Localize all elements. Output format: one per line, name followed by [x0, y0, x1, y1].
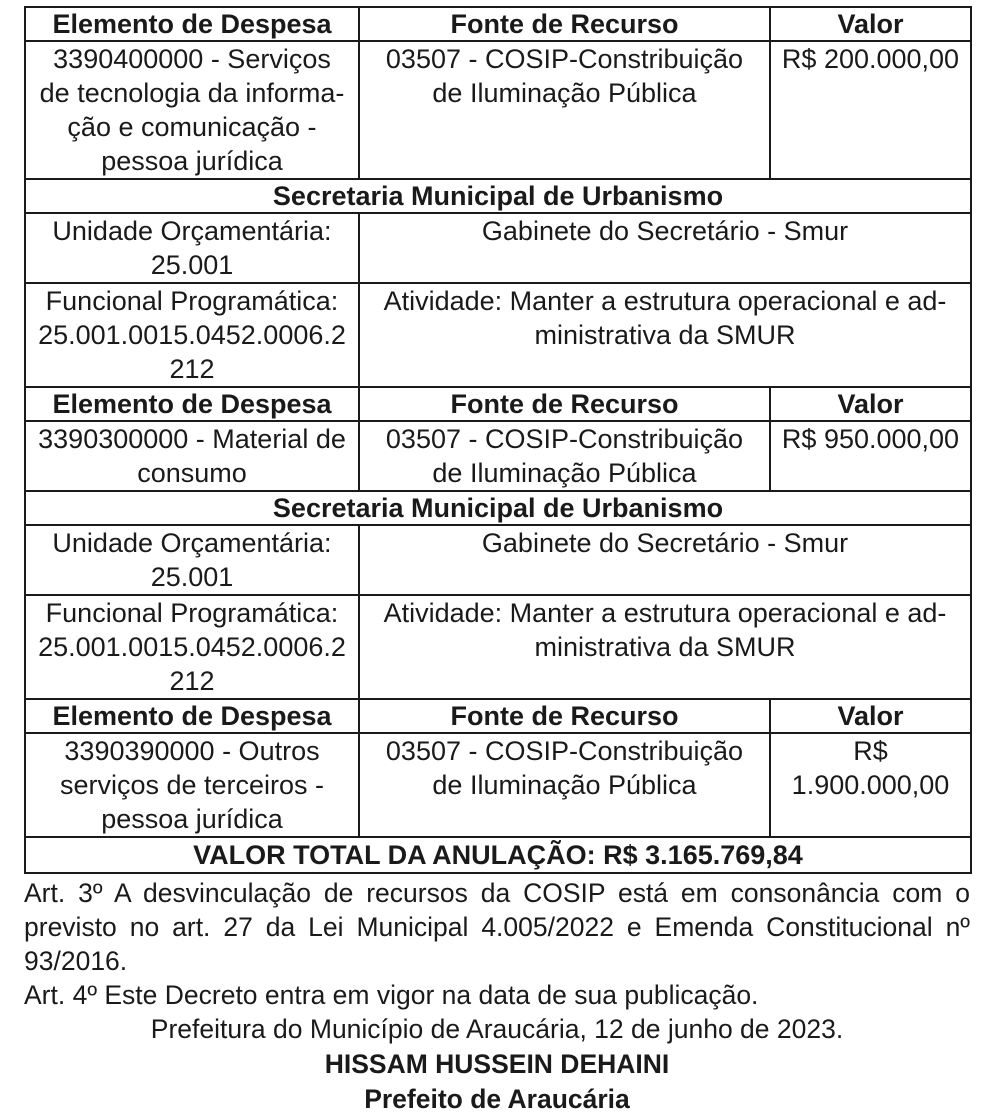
- cell-line: de Iluminação Pública: [432, 78, 697, 108]
- cell-line: ministrativa da SMUR: [534, 320, 796, 350]
- header-fonte: Fonte de Recurso: [359, 7, 770, 41]
- section-title-row: [25, 179, 971, 213]
- header-fonte: Fonte de Recurso: [359, 387, 770, 421]
- cell-line: 3390300000 - Material de: [38, 424, 346, 454]
- cell-line: 03507 - COSIP-Constribuição: [385, 424, 744, 454]
- fonte-cell: [359, 733, 770, 837]
- table-row: [25, 421, 971, 491]
- header-elemento: Elemento de Despesa: [25, 7, 359, 41]
- section-title: Secretaria Municipal de Urbanismo: [25, 491, 971, 525]
- header-elemento: Elemento de Despesa: [25, 387, 359, 421]
- unidade-label-cell: [25, 525, 359, 595]
- cell-line: serviços de terceiros -: [59, 770, 325, 800]
- cell-line: ção e comunicação -: [67, 112, 317, 142]
- funcional-row: [25, 283, 971, 387]
- cell-line: ministrativa da SMUR: [534, 632, 796, 662]
- signer-name: HISSAM HUSSEIN DEHAINI: [324, 1049, 670, 1079]
- cell-line: Funcional Programática:: [45, 286, 339, 316]
- cell-line: 25.001.0015.0452.0006.2: [38, 320, 346, 350]
- cell-line: 25.001: [150, 562, 234, 592]
- place-date: Prefeitura do Município de Araucária, 12 de junho de 2023.: [150, 1014, 844, 1044]
- header-valor: Valor: [770, 387, 971, 421]
- signer-title: Prefeito de Araucária: [364, 1084, 630, 1114]
- cell-line: de tecnologia da informa-: [39, 78, 345, 108]
- table-row: [25, 41, 971, 179]
- cell-line: 212: [169, 354, 215, 384]
- cell-line: 3390390000 - Outros: [64, 736, 320, 766]
- header-elemento: Elemento de Despesa: [25, 699, 359, 733]
- cell-line: Funcional Programática:: [45, 598, 339, 628]
- valor-cell: R$ 200.000,00: [770, 41, 971, 179]
- atividade-cell: [359, 283, 971, 387]
- valor-cell: [770, 733, 971, 837]
- decree-document: [24, 6, 970, 1117]
- section-title: Secretaria Municipal de Urbanismo: [25, 179, 971, 213]
- unidade-value-cell: Gabinete do Secretário - Smur: [359, 213, 971, 283]
- cell-line: 212: [169, 666, 215, 696]
- funcional-label-cell: [25, 595, 359, 699]
- cell-line: consumo: [137, 458, 247, 488]
- cell-line: 3390400000 - Serviços: [53, 44, 331, 74]
- fonte-cell: [359, 421, 770, 491]
- table-header-row: [25, 699, 971, 733]
- funcional-row: [25, 595, 971, 699]
- cell-line: Atividade: Manter a estrutura operacional e ad-: [383, 286, 947, 316]
- table-header-row: [25, 7, 971, 41]
- cell-line: pessoa jurídica: [101, 146, 283, 176]
- total-row: [25, 837, 971, 873]
- table-header-row: [25, 387, 971, 421]
- elemento-cell: [25, 733, 359, 837]
- cell-line: 03507 - COSIP-Constribuição: [385, 44, 744, 74]
- fonte-cell: [359, 41, 770, 179]
- table-row: [25, 733, 971, 837]
- article-3: Art. 3º A desvinculação de recursos da COSIP está em consonância com o previsto no art. 27 da Lei Municipal 4.005/2022 e Emenda Constitucional nº 93/2016.: [24, 878, 970, 976]
- cell-line: de Iluminação Pública: [432, 458, 697, 488]
- total-value: VALOR TOTAL DA ANULAÇÃO: R$ 3.165.769,84: [25, 837, 971, 873]
- funcional-label-cell: [25, 283, 359, 387]
- cell-line: 25.001: [150, 250, 234, 280]
- cell-line: R$: [853, 736, 888, 766]
- cell-line: 25.001.0015.0452.0006.2: [38, 632, 346, 662]
- article-4: Art. 4º Este Decreto entra em vigor na data de sua publicação.: [24, 980, 759, 1010]
- cell-line: de Iluminação Pública: [432, 770, 697, 800]
- cell-line: Unidade Orçamentária:: [52, 216, 332, 246]
- header-valor: Valor: [770, 699, 971, 733]
- cell-line: 1.900.000,00: [791, 770, 950, 800]
- elemento-cell: [25, 421, 359, 491]
- header-fonte: Fonte de Recurso: [359, 699, 770, 733]
- cell-line: pessoa jurídica: [101, 804, 283, 834]
- atividade-cell: [359, 595, 971, 699]
- cell-line: Unidade Orçamentária:: [52, 528, 332, 558]
- header-valor: Valor: [770, 7, 971, 41]
- unidade-row: [25, 525, 971, 595]
- cell-line: 03507 - COSIP-Constribuição: [385, 736, 744, 766]
- valor-cell: R$ 950.000,00: [770, 421, 971, 491]
- budget-table: [24, 6, 972, 874]
- cell-line: Atividade: Manter a estrutura operacional e ad-: [383, 598, 947, 628]
- unidade-label-cell: [25, 213, 359, 283]
- elemento-cell: [25, 41, 359, 179]
- unidade-row: [25, 213, 971, 283]
- unidade-value-cell: Gabinete do Secretário - Smur: [359, 525, 971, 595]
- section-title-row: [25, 491, 971, 525]
